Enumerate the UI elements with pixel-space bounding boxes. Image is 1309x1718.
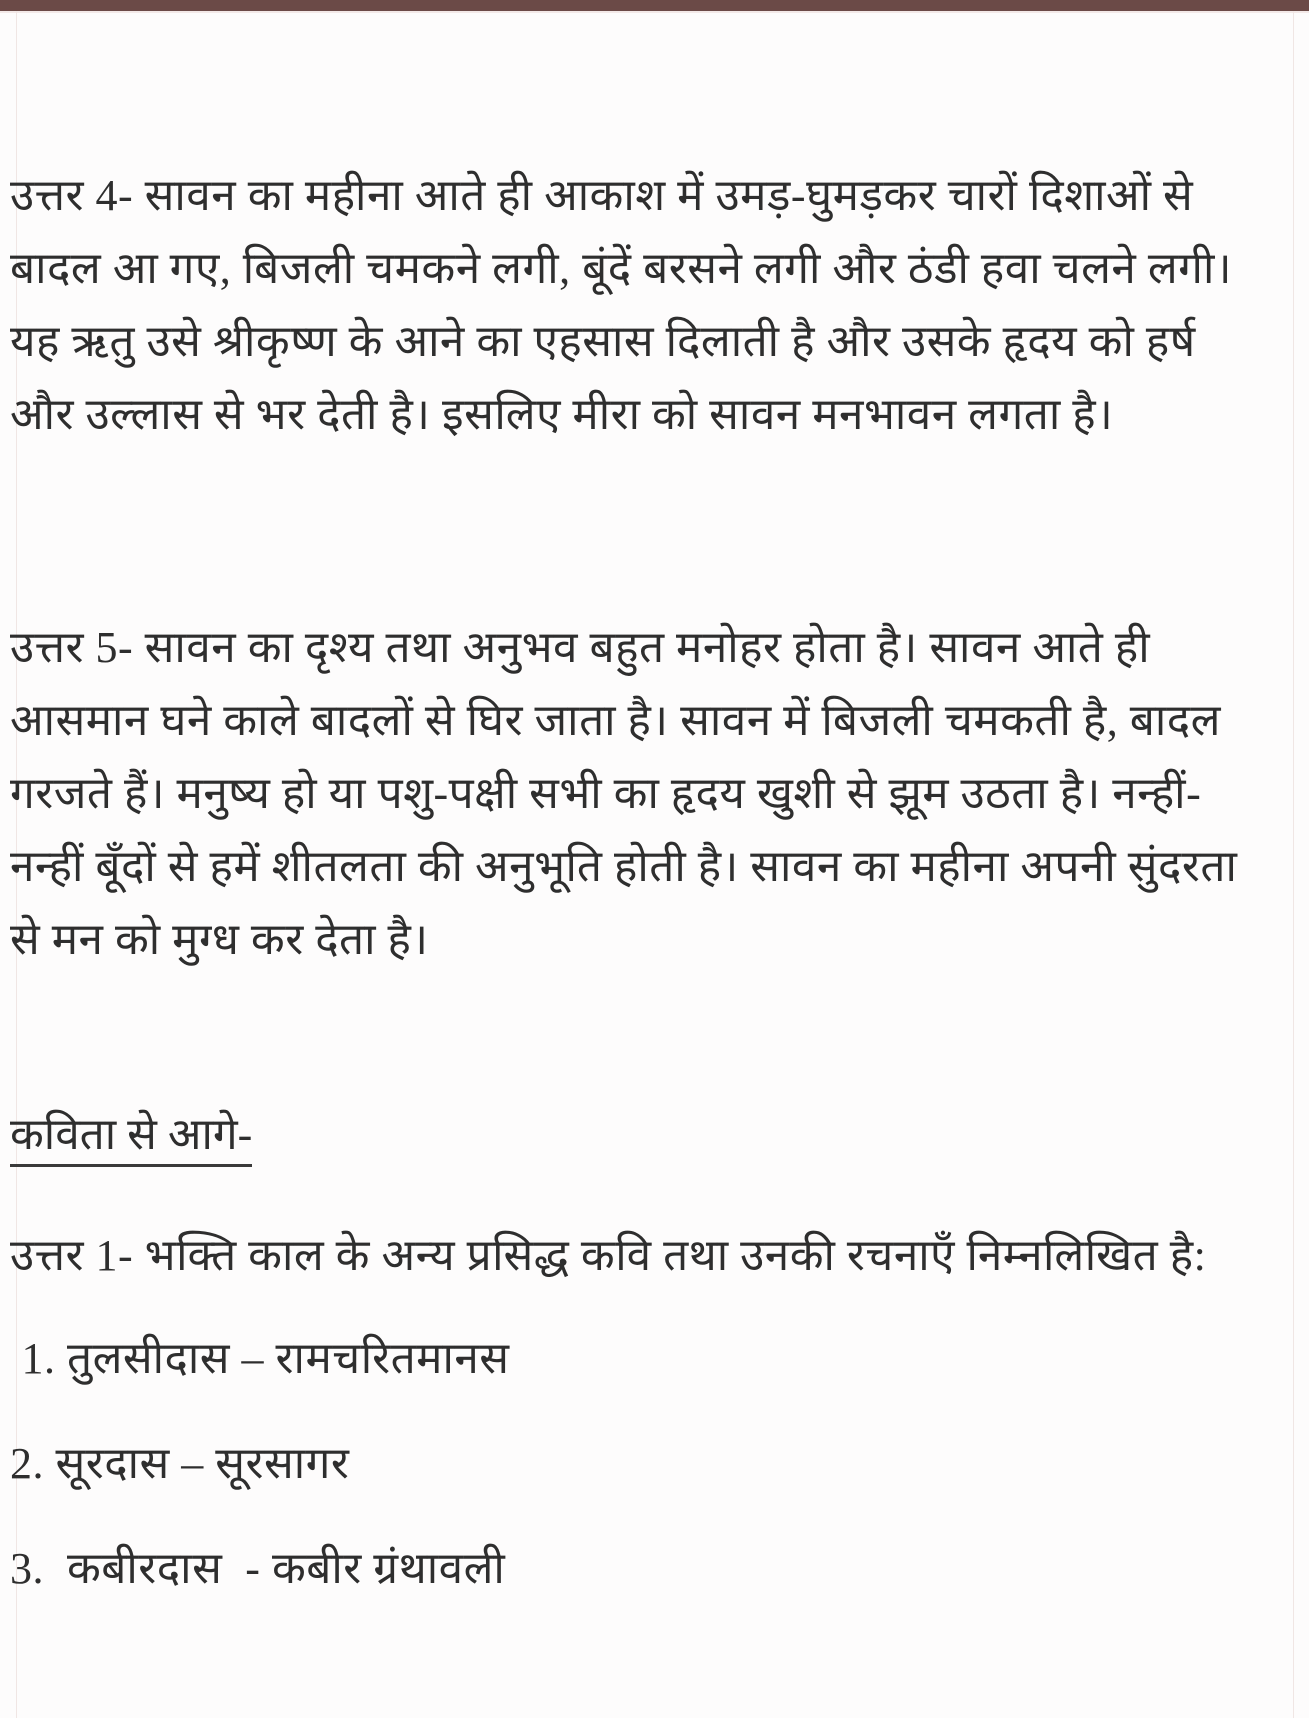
poet-list-item-1: 1. तुलसीदास – रामचरितमानस (10, 1334, 510, 1383)
section-heading-text: कविता से आगे- (10, 1110, 252, 1167)
poet-list-item-2: 2. सूरदास – सूरसागर (10, 1439, 350, 1488)
poet-list-item-3: 3. कबीरदास - कबीर ग्रंथावली (10, 1544, 506, 1593)
answer-1-paragraph: उत्तर 1- भक्ति काल के अन्य प्रसिद्ध कवि तथा उनकी रचनाएँ निम्नलिखित है: (10, 1231, 1207, 1280)
answer-4-paragraph: उत्तर 4- सावन का महीना आते ही आकाश में उमड़-घुमड़कर चारों दिशाओं से बादल आ गए, बिजली चमकने लगी, बूंदें बरसने लगी और ठंडी हवा चलने लगी। यह ऋतु उसे श्रीकृष्ण के आने का एहसास दिलाती है और उसके हृदय को हर्ष और उल्लास से भर देती है। इसलिए मीरा को सावन मनभावन लगता है। (10, 171, 1233, 439)
document-content (0, 11, 1309, 1605)
section-heading (10, 1098, 1254, 1171)
poet-list (10, 1322, 1254, 1605)
answer-5-paragraph: उत्तर 5- सावन का दृश्य तथा अनुभव बहुत मनोहर होता है। सावन आते ही आसमान घने काले बादलों से घिर जाता है। सावन में बिजली चमकती है, बादल गरजते हैं। मनुष्य हो या पशु-पक्षी सभी का हृदय खुशी से झूम उठता है। नन्हीं-नन्हीं बूँदों से हमें शीतलता की अनुभूति होती है। सावन का महीना अपनी सुंदरता से मन को मुग्ध कर देता है। (10, 623, 1238, 964)
